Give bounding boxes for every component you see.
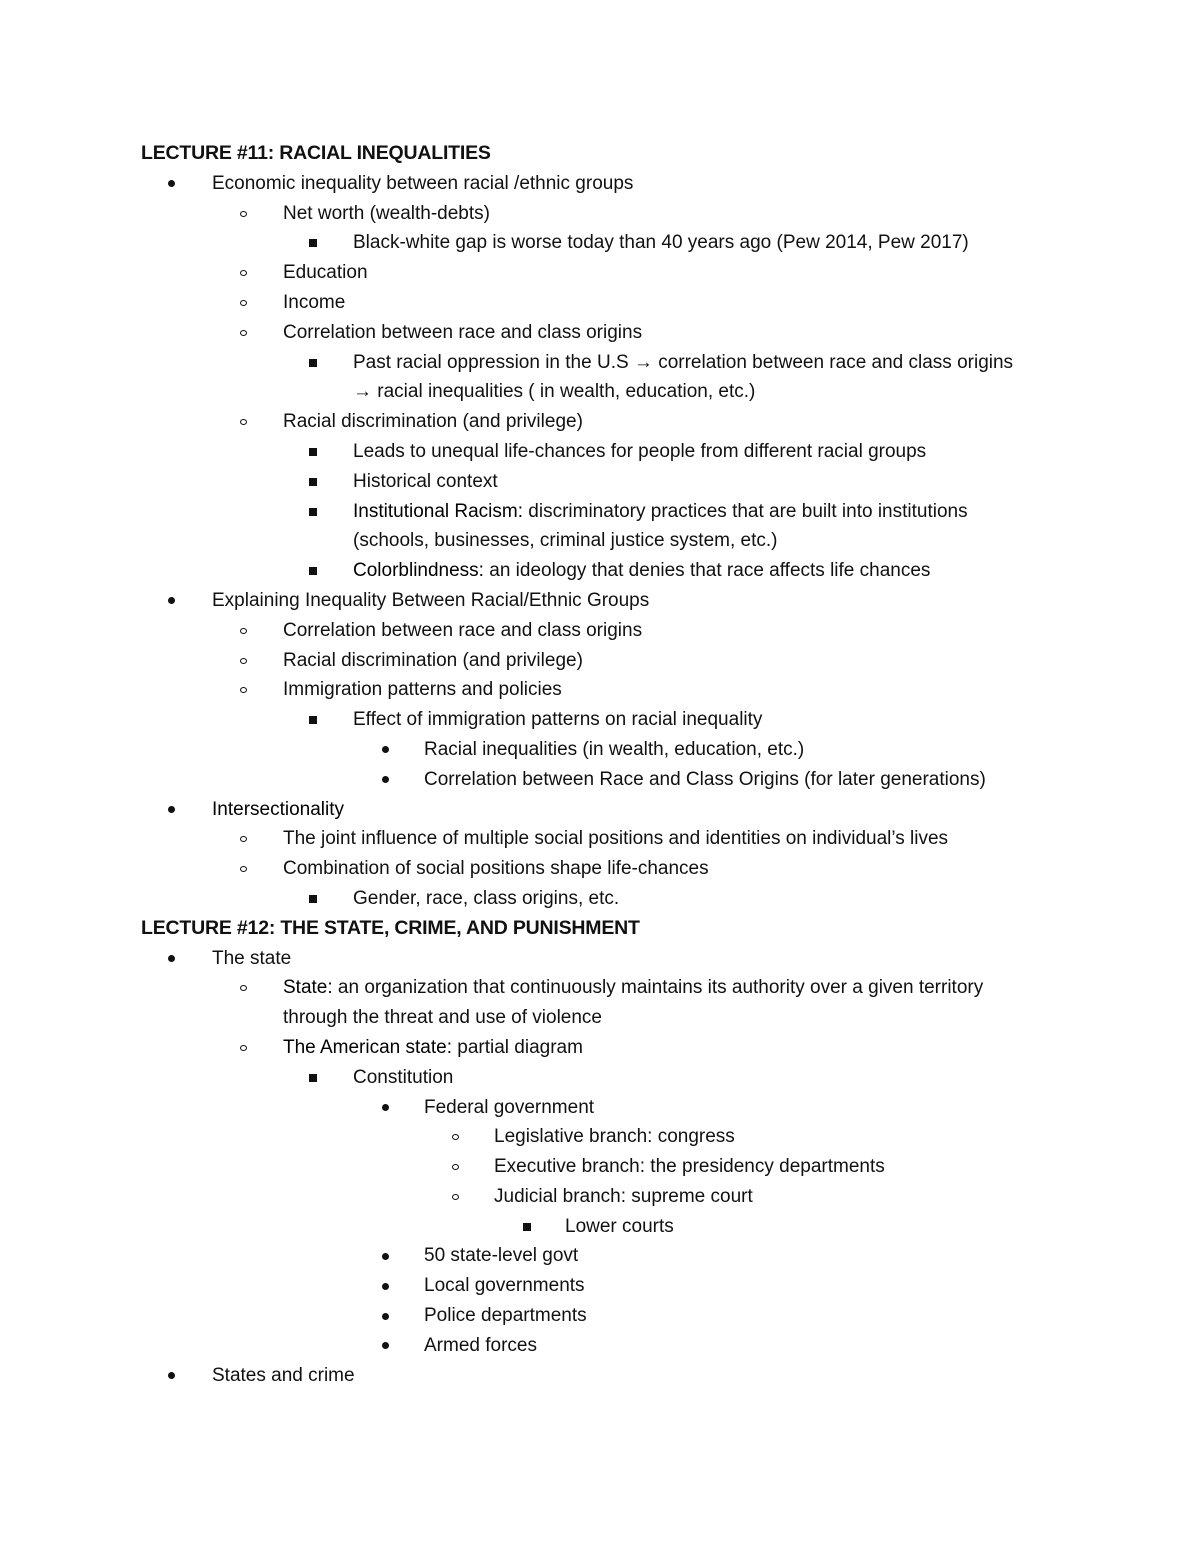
outline-item-text xyxy=(353,377,755,407)
outline-item-text xyxy=(212,795,344,825)
item-body-text: Local governments xyxy=(424,1275,585,1297)
item-body-text: → racial inequalities ( in wealth, education, etc.) xyxy=(353,381,756,403)
bullet-disc-icon xyxy=(375,1301,395,1331)
outline-item xyxy=(141,705,1101,735)
outline-item-text xyxy=(212,169,633,199)
outline-item xyxy=(141,556,1101,586)
item-body-text: Correlation between race and class origins xyxy=(283,619,643,641)
outline-item-text xyxy=(424,735,804,765)
outline-item xyxy=(141,288,1101,318)
bullet-square-icon xyxy=(303,348,323,378)
item-body-text: partial diagram xyxy=(451,1036,583,1058)
bullet-disc-icon xyxy=(375,1271,395,1301)
bullet-circle-icon xyxy=(233,258,253,288)
item-body-text: discriminatory practices that are built into institutions xyxy=(523,500,968,522)
outline-item-text xyxy=(353,526,777,556)
outline-item xyxy=(141,1241,1101,1271)
outline-item-text xyxy=(283,973,983,1003)
outline-item xyxy=(141,526,1101,556)
item-body-text: Constitution xyxy=(353,1066,454,1088)
bullet-circle-icon xyxy=(233,616,253,646)
item-body-text: Police departments xyxy=(424,1305,587,1327)
outline-item xyxy=(141,1093,1101,1123)
lecture-notes-document xyxy=(141,139,1101,1390)
item-body-text: Legislative branch: congress xyxy=(494,1126,735,1148)
outline-item-text xyxy=(353,437,926,467)
heading-text: LECTURE #11: RACIAL INEQUALITIES xyxy=(141,142,491,164)
outline-item-text xyxy=(283,1033,583,1063)
item-body-text: Armed forces xyxy=(424,1334,537,1356)
bullet-circle-icon xyxy=(445,1152,465,1182)
item-body-text: Immigration patterns and policies xyxy=(283,679,562,701)
item-body-text: The state xyxy=(212,947,292,969)
outline-item xyxy=(141,735,1101,765)
bullet-disc-icon xyxy=(375,735,395,765)
item-body-text: Black-white gap is worse today than 40 years ago (Pew 2014, Pew 2017) xyxy=(353,232,969,254)
outline-item-text xyxy=(283,646,583,676)
outline-item xyxy=(141,1003,1101,1033)
outline-item xyxy=(141,169,1101,199)
bullet-circle-icon xyxy=(233,1033,253,1063)
item-body-text: Gender, race, class origins, etc. xyxy=(353,887,620,909)
bullet-circle-icon xyxy=(233,675,253,705)
item-body-text: Racial discrimination (and privilege) xyxy=(283,411,583,433)
bullet-square-icon xyxy=(303,228,323,258)
section-heading xyxy=(141,914,1101,944)
outline-item xyxy=(141,1331,1101,1361)
outline-item xyxy=(141,616,1101,646)
bullet-disc-icon xyxy=(375,1093,395,1123)
item-body-text: Lower courts xyxy=(565,1215,674,1237)
item-body-text: Racial inequalities (in wealth, education, etc.) xyxy=(424,738,805,760)
bullet-square-icon xyxy=(303,1063,323,1093)
bullet-circle-icon xyxy=(445,1182,465,1212)
outline-item xyxy=(141,1212,1101,1242)
outline-item xyxy=(141,675,1101,705)
item-body-text: Education xyxy=(283,262,368,284)
outline-item xyxy=(141,318,1101,348)
outline-item-text xyxy=(353,1063,453,1093)
item-body-text: Combination of social positions shape life-chances xyxy=(283,858,709,880)
outline-item-text xyxy=(353,228,969,258)
outline-item-text xyxy=(353,705,762,735)
outline-item xyxy=(141,1271,1101,1301)
outline-item-text xyxy=(283,824,948,854)
outline-item-text xyxy=(494,1122,735,1152)
outline-item-text xyxy=(212,1361,355,1391)
outline-item xyxy=(141,795,1101,825)
outline-item xyxy=(141,586,1101,616)
outline-item xyxy=(141,1033,1101,1063)
outline-item xyxy=(141,1152,1101,1182)
outline-item xyxy=(141,884,1101,914)
outline-item-text xyxy=(283,854,709,884)
outline-item-text xyxy=(283,407,583,437)
defined-term: Colorblindness: xyxy=(353,560,484,582)
outline-item-text xyxy=(353,348,1013,378)
outline-item-text xyxy=(353,467,498,497)
outline-item xyxy=(141,973,1101,1003)
outline-item xyxy=(141,1063,1101,1093)
item-body-text: Income xyxy=(283,291,346,313)
outline-item xyxy=(141,199,1101,229)
item-body-text: through the threat and use of violence xyxy=(283,1007,603,1029)
item-body-text: The joint influence of multiple social positions and identities on individual’s lives xyxy=(283,828,949,850)
bullet-disc-icon xyxy=(375,1241,395,1271)
item-body-text: (schools, businesses, criminal justice system, etc.) xyxy=(353,530,778,552)
item-body-text: Federal government xyxy=(424,1096,595,1118)
bullet-circle-icon xyxy=(233,824,253,854)
item-body-text: an organization that continuously maintains its authority over a given territory xyxy=(332,977,984,999)
outline-item xyxy=(141,1182,1101,1212)
item-body-text: Explaining Inequality Between Racial/Ethnic Groups xyxy=(212,589,650,611)
outline-item-text xyxy=(283,616,642,646)
item-body-text: Correlation between Race and Class Origins (for later generations) xyxy=(424,768,986,790)
outline-item-text xyxy=(494,1182,753,1212)
bullet-disc-icon xyxy=(375,1331,395,1361)
bullet-circle-icon xyxy=(233,199,253,229)
bullet-square-icon xyxy=(303,497,323,527)
bullet-square-icon xyxy=(303,467,323,497)
defined-term: Institutional Racism: xyxy=(353,500,524,522)
outline-item xyxy=(141,1301,1101,1331)
outline-item xyxy=(141,437,1101,467)
item-body-text: Economic inequality between racial /ethnic groups xyxy=(212,172,634,194)
outline-item xyxy=(141,258,1101,288)
outline-item-text xyxy=(353,497,968,527)
outline-item-text xyxy=(424,1271,585,1301)
outline-item xyxy=(141,1361,1101,1391)
outline-item-text xyxy=(283,199,490,229)
outline-item-text xyxy=(283,675,562,705)
outline-item-text xyxy=(283,1003,602,1033)
item-body-text: Correlation between race and class origins xyxy=(283,321,643,343)
item-body-text: Past racial oppression in the U.S → correlation between race and class origins xyxy=(353,351,1014,373)
outline-item-text xyxy=(283,288,345,318)
outline-item xyxy=(141,646,1101,676)
heading-text: LECTURE #12: THE STATE, CRIME, AND PUNISHMENT xyxy=(141,916,640,939)
bullet-circle-icon xyxy=(233,646,253,676)
outline-item xyxy=(141,824,1101,854)
outline-item-text xyxy=(494,1152,885,1182)
bullet-disc-icon xyxy=(375,765,395,795)
outline-item-text xyxy=(424,1241,578,1271)
bullet-circle-icon xyxy=(233,288,253,318)
outline-item-text xyxy=(212,586,649,616)
item-body-text: Judicial branch: supreme court xyxy=(494,1185,753,1207)
item-body-text: Effect of immigration patterns on racial inequality xyxy=(353,709,763,731)
bullet-square-icon xyxy=(303,556,323,586)
bullet-square-icon xyxy=(517,1212,537,1242)
outline-item xyxy=(141,944,1101,974)
bullet-disc-icon xyxy=(161,795,181,825)
bullet-disc-icon xyxy=(161,169,181,199)
outline-item xyxy=(141,348,1101,378)
item-body-text: Historical context xyxy=(353,470,498,492)
defined-term: The American state: xyxy=(283,1036,452,1058)
bullet-circle-icon xyxy=(233,318,253,348)
item-body-text: an ideology that denies that race affects life chances xyxy=(483,560,931,582)
outline-item xyxy=(141,377,1101,407)
bullet-disc-icon xyxy=(161,1361,181,1391)
bullet-circle-icon xyxy=(233,407,253,437)
outline-item-text xyxy=(212,944,291,974)
outline-item-text xyxy=(424,1331,537,1361)
outline-item-text xyxy=(353,556,930,586)
item-body-text: States and crime xyxy=(212,1364,355,1386)
bullet-circle-icon xyxy=(233,854,253,884)
outline-item xyxy=(141,407,1101,437)
outline-item xyxy=(141,497,1101,527)
item-body-text: Leads to unequal life-chances for people from different racial groups xyxy=(353,440,927,462)
outline-item-text xyxy=(424,765,986,795)
outline-item xyxy=(141,228,1101,258)
bullet-square-icon xyxy=(303,705,323,735)
item-body-text: Racial discrimination (and privilege) xyxy=(283,649,583,671)
defined-term: State: xyxy=(283,977,333,999)
outline-item xyxy=(141,467,1101,497)
bullet-circle-icon xyxy=(233,973,253,1003)
outline-item-text xyxy=(353,884,619,914)
outline-item xyxy=(141,1122,1101,1152)
outline-item-text xyxy=(283,318,642,348)
outline-item-text xyxy=(424,1301,587,1331)
item-body-text: Executive branch: the presidency departments xyxy=(494,1156,885,1178)
defined-term: Intersectionality xyxy=(212,798,345,820)
bullet-disc-icon xyxy=(161,586,181,616)
bullet-circle-icon xyxy=(445,1122,465,1152)
outline-item xyxy=(141,765,1101,795)
outline-item-text xyxy=(283,258,368,288)
item-body-text: Net worth (wealth-debts) xyxy=(283,202,490,224)
outline-item-text xyxy=(424,1093,594,1123)
section-heading xyxy=(141,139,1101,169)
bullet-square-icon xyxy=(303,884,323,914)
bullet-square-icon xyxy=(303,437,323,467)
item-body-text: 50 state-level govt xyxy=(424,1245,579,1267)
outline-item-text xyxy=(565,1212,674,1242)
outline-item xyxy=(141,854,1101,884)
bullet-disc-icon xyxy=(161,944,181,974)
